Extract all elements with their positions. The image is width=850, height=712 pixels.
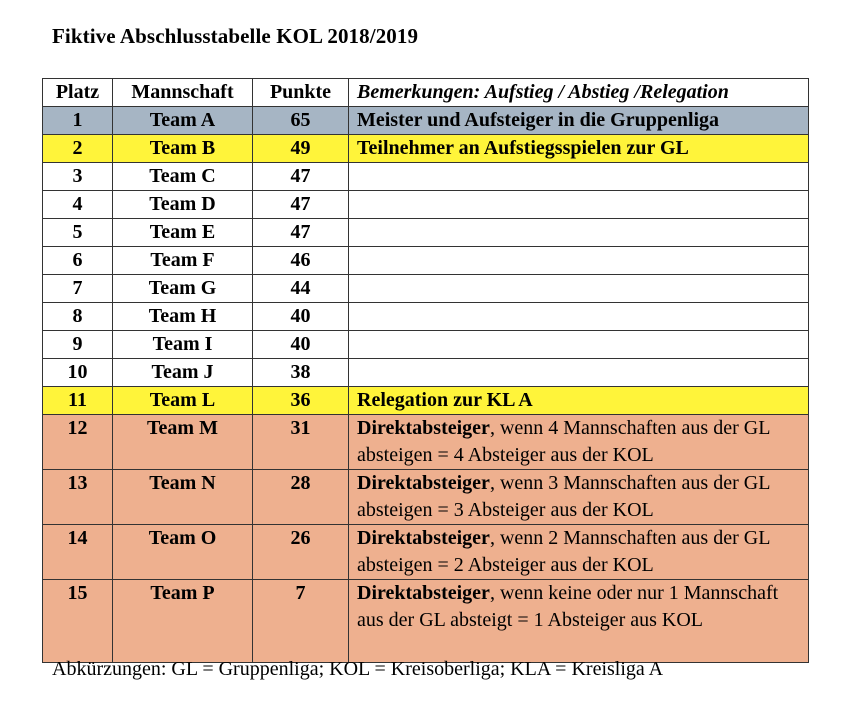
- bemerkung-bold: Direktabsteiger: [357, 417, 490, 439]
- cell-punkte: 49: [253, 135, 349, 163]
- table-header-row: [43, 79, 809, 107]
- cell-platz: 7: [43, 275, 113, 303]
- table-row: [43, 359, 809, 387]
- cell-bemerkung: [349, 359, 809, 387]
- cell-team: Team C: [113, 163, 253, 191]
- cell-punkte: 40: [253, 331, 349, 359]
- cell-platz: 3: [43, 163, 113, 191]
- cell-punkte: 38: [253, 359, 349, 387]
- bemerkung-bold: Direktabsteiger: [357, 472, 490, 494]
- cell-punkte: 47: [253, 219, 349, 247]
- cell-punkte: 26: [253, 525, 349, 580]
- cell-bemerkung: [349, 331, 809, 359]
- table-row: [43, 331, 809, 359]
- cell-bemerkung: [349, 247, 809, 275]
- cell-punkte: 7: [253, 580, 349, 663]
- cell-team: Team M: [113, 415, 253, 470]
- cell-bemerkung: [349, 135, 809, 163]
- table-row: [43, 470, 809, 525]
- bemerkung-text: , wenn 4 Mannschaften aus der GL absteigen = 4 Absteiger aus der KOL: [357, 417, 770, 466]
- cell-bemerkung: [349, 275, 809, 303]
- cell-platz: 4: [43, 191, 113, 219]
- table-row: [43, 387, 809, 415]
- cell-bemerkung: [349, 525, 809, 580]
- table-row: [43, 275, 809, 303]
- cell-bemerkung: [349, 415, 809, 470]
- cell-platz: 13: [43, 470, 113, 525]
- table-row: [43, 303, 809, 331]
- cell-bemerkung: [349, 107, 809, 135]
- cell-team: Team H: [113, 303, 253, 331]
- table-row: [43, 247, 809, 275]
- cell-platz: 6: [43, 247, 113, 275]
- cell-team: Team E: [113, 219, 253, 247]
- cell-team: Team D: [113, 191, 253, 219]
- cell-bemerkung: [349, 470, 809, 525]
- cell-punkte: 44: [253, 275, 349, 303]
- cell-platz: 5: [43, 219, 113, 247]
- table-row: [43, 580, 809, 663]
- cell-punkte: 40: [253, 303, 349, 331]
- table-row: [43, 415, 809, 470]
- bemerkung-text: , wenn 3 Mannschaften aus der GL absteigen = 3 Absteiger aus der KOL: [357, 472, 770, 521]
- cell-punkte: 47: [253, 163, 349, 191]
- header-mannschaft: Mannschaft: [113, 79, 253, 107]
- cell-team: Team G: [113, 275, 253, 303]
- table-row: [43, 135, 809, 163]
- cell-platz: 15: [43, 580, 113, 663]
- cell-platz: 2: [43, 135, 113, 163]
- cell-bemerkung: [349, 191, 809, 219]
- cell-platz: 14: [43, 525, 113, 580]
- cell-team: Team I: [113, 331, 253, 359]
- bemerkung-bold: Relegation zur KL A: [357, 389, 533, 411]
- standings-table: [42, 78, 809, 663]
- cell-bemerkung: [349, 219, 809, 247]
- header-punkte: Punkte: [253, 79, 349, 107]
- bemerkung-bold: Direktabsteiger: [357, 582, 490, 604]
- cell-platz: 12: [43, 415, 113, 470]
- header-platz: Platz: [43, 79, 113, 107]
- cell-platz: 10: [43, 359, 113, 387]
- page-title: Fiktive Abschlusstabelle KOL 2018/2019: [52, 24, 419, 48]
- table-row: [43, 191, 809, 219]
- table-row: [43, 525, 809, 580]
- cell-team: Team B: [113, 135, 253, 163]
- bemerkung-bold: Teilnehmer an Aufstiegsspielen zur GL: [357, 137, 689, 159]
- cell-team: Team J: [113, 359, 253, 387]
- cell-team: Team N: [113, 470, 253, 525]
- bemerkung-bold: Direktabsteiger: [357, 527, 490, 549]
- bemerkung-bold: Meister und Aufsteiger in die Gruppenliga: [357, 109, 720, 131]
- cell-punkte: 46: [253, 247, 349, 275]
- header-bemerkungen: Bemerkungen: Aufstieg / Abstieg /Relegation: [349, 79, 809, 107]
- cell-punkte: 65: [253, 107, 349, 135]
- bemerkung-text: , wenn 2 Mannschaften aus der GL absteigen = 2 Absteiger aus der KOL: [357, 527, 770, 576]
- cell-bemerkung: [349, 387, 809, 415]
- cell-team: Team L: [113, 387, 253, 415]
- bemerkung-text: , wenn keine oder nur 1 Mannschaft aus der GL absteigt = 1 Absteiger aus KOL: [357, 582, 779, 631]
- cell-punkte: 36: [253, 387, 349, 415]
- table-row: [43, 107, 809, 135]
- cell-platz: 9: [43, 331, 113, 359]
- cell-punkte: 47: [253, 191, 349, 219]
- cell-team: Team O: [113, 525, 253, 580]
- cell-bemerkung: [349, 163, 809, 191]
- cell-bemerkung: [349, 303, 809, 331]
- cell-platz: 1: [43, 107, 113, 135]
- table-row: [43, 219, 809, 247]
- table-row: [43, 163, 809, 191]
- cell-platz: 8: [43, 303, 113, 331]
- cell-team: Team F: [113, 247, 253, 275]
- cell-punkte: 31: [253, 415, 349, 470]
- abbreviations-footnote: Abkürzungen: GL = Gruppenliga; KOL = Kreisoberliga; KLA = Kreisliga A: [52, 658, 664, 680]
- cell-team: Team A: [113, 107, 253, 135]
- cell-punkte: 28: [253, 470, 349, 525]
- cell-bemerkung: [349, 580, 809, 663]
- cell-team: Team P: [113, 580, 253, 663]
- cell-platz: 11: [43, 387, 113, 415]
